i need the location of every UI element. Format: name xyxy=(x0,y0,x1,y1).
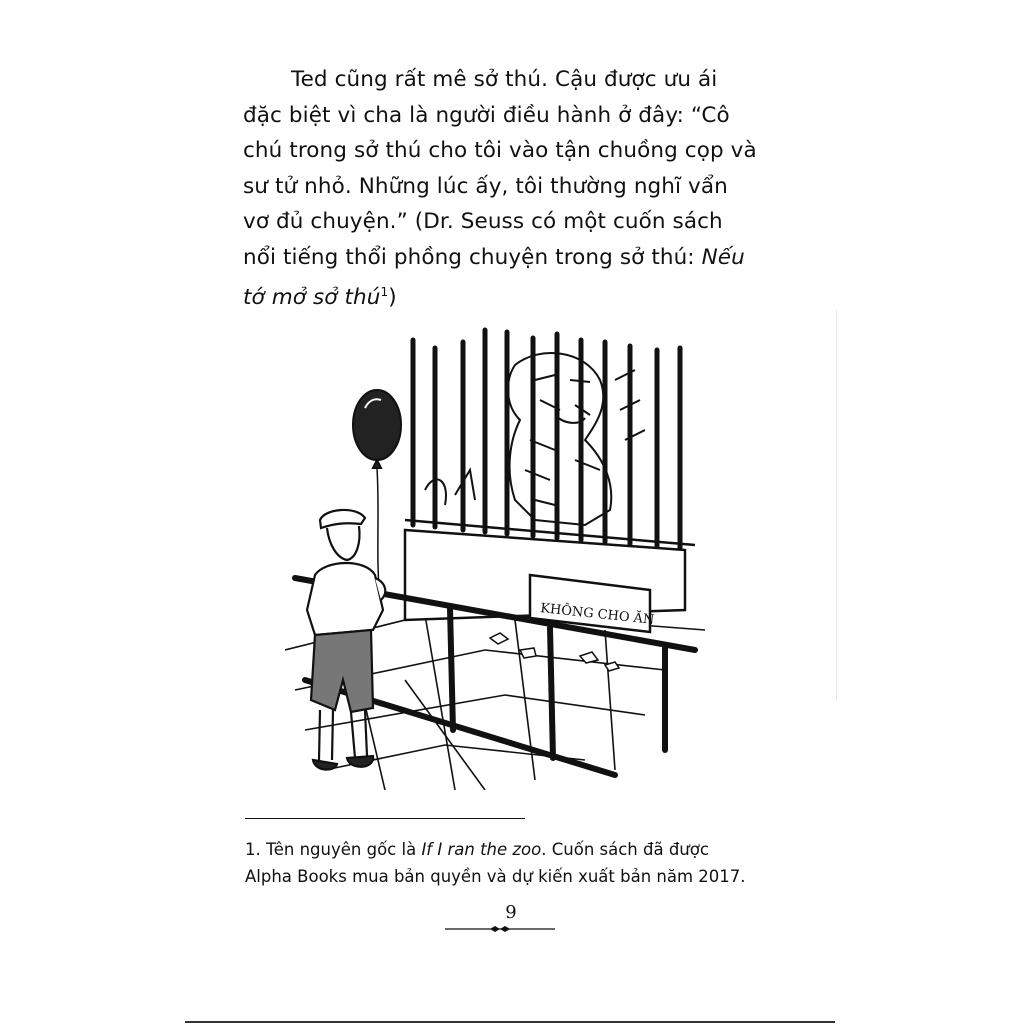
footnote xyxy=(245,836,755,890)
page-number: 9 xyxy=(505,902,517,923)
cage-bars xyxy=(413,330,680,548)
book-title-italic: tớ mở sở thú xyxy=(243,285,381,310)
footnote-line xyxy=(245,836,755,863)
footnote-rule xyxy=(245,818,525,819)
book-title-italic: Nếu xyxy=(701,244,745,270)
boy-drawing xyxy=(307,510,385,770)
body-paragraph xyxy=(243,62,757,316)
footnote-text: 1. Tên nguyên gốc là xyxy=(245,840,422,859)
paragraph-line: sư tử nhỏ. Những lúc ấy, tôi thường nghĩ vẩn xyxy=(243,173,728,199)
paragraph-line: Ted cũng rất mê sở thú. Cậu được ưu ái xyxy=(291,67,718,92)
paragraph-line: vơ đủ chuyện.” (Dr. Seuss có một cuốn sách xyxy=(243,209,723,234)
paragraph-line: đặc biệt vì cha là người điều hành ở đây: “Cô xyxy=(243,102,730,128)
paragraph-line xyxy=(243,275,743,316)
page-edge-shadow xyxy=(836,310,837,700)
footnote-line: Alpha Books mua bản quyền và dự kiến xuất bản năm 2017. xyxy=(245,867,746,886)
page-bottom-edge xyxy=(185,1021,835,1023)
paragraph-line xyxy=(243,240,743,276)
original-title-italic: If I ran the zoo xyxy=(421,840,542,859)
paragraph-text: nổi tiếng thổi phồng chuyện trong sở thú: xyxy=(243,244,702,270)
footnote-marker: 1 xyxy=(380,285,389,299)
sign-text: KHÔNG CHO ĂN xyxy=(539,601,655,628)
paragraph-text: ) xyxy=(388,285,397,310)
footnote-text: . Cuốn sách đã được xyxy=(541,840,709,859)
paragraph-line: chú trong sở thú cho tôi vào tận chuồng cọp và xyxy=(243,138,757,163)
page-ornament xyxy=(445,924,555,934)
zoo-illustration xyxy=(285,320,705,790)
